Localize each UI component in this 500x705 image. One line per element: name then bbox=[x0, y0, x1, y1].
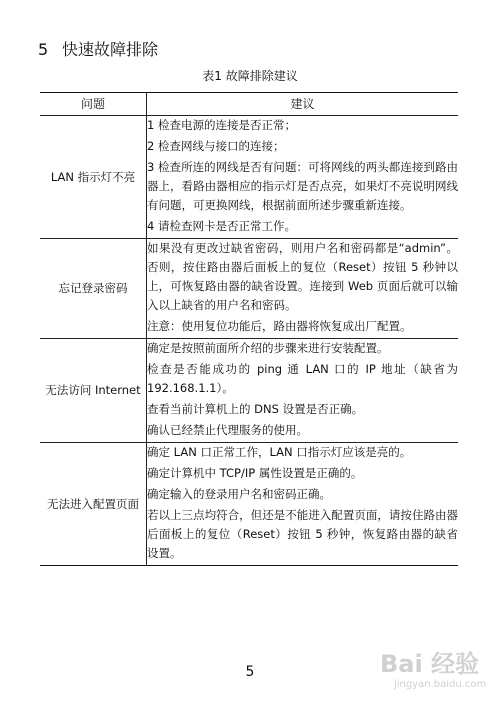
baidu-jingyan-watermark bbox=[380, 650, 490, 700]
advice-cell bbox=[147, 339, 459, 443]
table-row bbox=[40, 239, 458, 339]
header-problem: 问题 bbox=[40, 93, 147, 116]
advice-line: 注意：使用复位功能后，路由器将恢复成出厂配置。 bbox=[147, 319, 412, 333]
problem-cell: 忘记登录密码 bbox=[40, 239, 147, 339]
advice-line: 1 检查电源的连接是否正常； bbox=[147, 118, 296, 132]
advice-line: 3 检查所连的网线是否有问题：可将网线的两头都连接到路由器上，看路由器相应的指示灯是否点亮，如果灯不亮说明网线有问题，可更换网线，根据前面所述步骤重新连接。 bbox=[147, 160, 458, 212]
watermark-logo: Bai 经验 bbox=[380, 650, 480, 678]
section-number: 5 bbox=[38, 40, 49, 59]
problem-cell: LAN 指示灯不亮 bbox=[40, 116, 147, 239]
problem-cell: 无法进入配置页面 bbox=[40, 443, 147, 566]
table-row bbox=[40, 443, 458, 566]
advice-line: 确定 LAN 口正常工作，LAN 口指示灯应该是亮的。 bbox=[147, 445, 412, 459]
advice-cell bbox=[147, 239, 459, 339]
advice-line: 确认已经禁止代理服务的使用。 bbox=[147, 423, 308, 437]
advice-line: 2 检查网线与接口的连接； bbox=[147, 139, 285, 153]
advice-line: 确定计算机中 TCP/IP 属性设置是正确的。 bbox=[147, 466, 363, 480]
advice-cell bbox=[147, 116, 459, 239]
troubleshooting-table bbox=[40, 92, 458, 566]
header-advice: 建议 bbox=[147, 93, 459, 116]
table-row bbox=[40, 116, 458, 239]
watermark-url: jingyan.baidu.com bbox=[394, 679, 487, 690]
table-header-row bbox=[40, 93, 458, 116]
advice-line: 检查是否能成功的 ping 通 LAN 口的 IP 地址（缺省为 192.168.1.1）。 bbox=[147, 362, 458, 395]
advice-line: 如果没有更改过缺省密码，则用户名和密码都是“admin”。否则，按住路由器后面板上的复位（Reset）按钮 5 秒钟以上，可恢复路由器的缺省设置。连接到 Web 页面后就可以输入以上缺省的用户名和密码。 bbox=[147, 241, 458, 312]
advice-line: 查看当前计算机上的 DNS 设置是否正确。 bbox=[147, 402, 364, 416]
section-title: 快速故障排除 bbox=[62, 40, 159, 59]
advice-line: 若以上三点均符合，但还是不能进入配置页面，请按住路由器后面板上的复位（Reset）按钮 5 秒钟，恢复路由器的缺省设置。 bbox=[147, 508, 458, 560]
advice-line: 确定是按照前面所介绍的步骤来进行安装配置。 bbox=[147, 341, 389, 355]
section-heading bbox=[38, 40, 158, 60]
problem-cell: 无法访问 Internet bbox=[40, 339, 147, 443]
page-number: 5 bbox=[245, 664, 255, 680]
advice-cell bbox=[147, 443, 459, 566]
advice-line: 确定输入的登录用户名和密码正确。 bbox=[147, 487, 331, 501]
table-row bbox=[40, 339, 458, 443]
table-caption: 表1 故障排除建议 bbox=[202, 69, 298, 83]
advice-line: 4 请检查网卡是否正常工作。 bbox=[147, 219, 296, 233]
